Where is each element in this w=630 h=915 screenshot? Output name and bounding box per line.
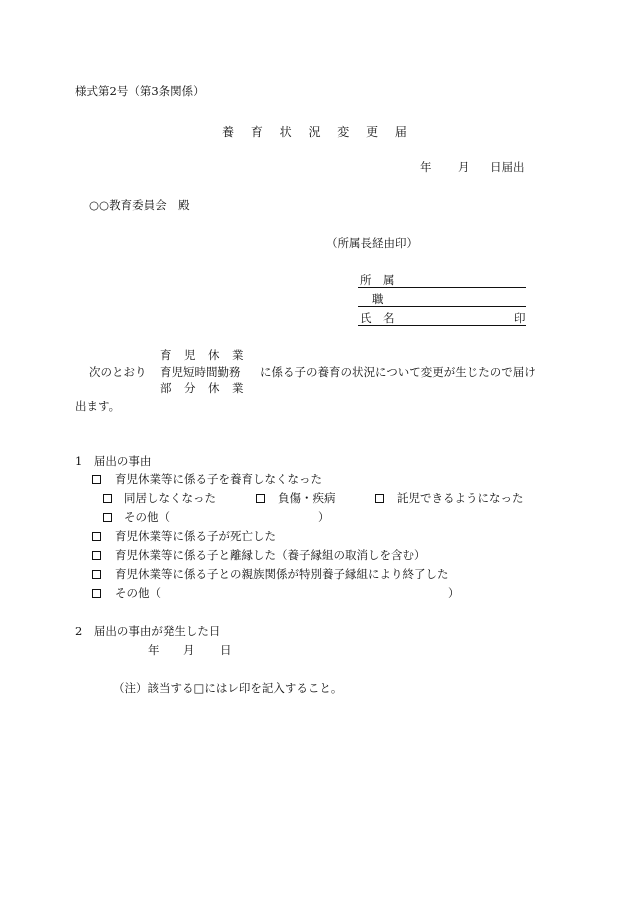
checkbox-childcare-possible[interactable] — [375, 494, 384, 503]
leave-type-short-hours: 育児短時間勤務 — [160, 365, 241, 379]
name-label: 氏 名 — [360, 311, 395, 325]
date-month-label: 月 — [458, 160, 470, 174]
sub-other: その他（ — [124, 510, 170, 524]
form-number: 様式第2号（第3条関係） — [75, 84, 205, 98]
document-title: 養 育 状 況 変 更 届 — [222, 125, 408, 139]
checkbox-not-raising[interactable] — [92, 475, 101, 484]
sub-injury: 負傷・疾病 — [278, 491, 336, 505]
event-day-label: 日 — [220, 643, 232, 657]
section1-heading: 1 届出の事由 — [75, 454, 152, 468]
checkbox-died[interactable] — [92, 532, 101, 541]
leave-type-partial: 部 分 休 業 — [160, 381, 244, 395]
sub-not-cohabiting: 同居しなくなった — [124, 491, 216, 505]
item-not-raising: 育児休業等に係る子を養育しなくなった — [115, 472, 322, 486]
leave-type-childcare: 育 児 休 業 — [160, 348, 244, 362]
item-other-close: ） — [448, 586, 460, 600]
checkbox-adoption-ended[interactable] — [92, 570, 101, 579]
affiliation-label: 所 属 — [360, 273, 395, 287]
item-adoption-ended: 育児休業等に係る子との親族関係が特別養子縁組により終了した — [115, 567, 449, 581]
date-day-label: 日届出 — [490, 160, 525, 174]
intro-prefix: 次のとおり — [89, 365, 147, 379]
checkbox-not-cohabiting[interactable] — [103, 494, 112, 503]
affiliation-line[interactable] — [358, 287, 526, 288]
intro-suffix: に係る子の養育の状況について変更が生じたので届け — [260, 365, 536, 379]
section2-heading: 2 届出の事由が発生した日 — [75, 624, 221, 638]
event-year-label: 年 — [148, 643, 160, 657]
event-month-label: 月 — [183, 643, 195, 657]
item-other: その他（ — [115, 586, 161, 600]
sub-childcare-possible: 託児できるようになった — [397, 491, 524, 505]
note: （注）該当する□にはレ印を記入すること。 — [113, 681, 343, 695]
name-line[interactable] — [358, 325, 526, 326]
sub-other-close: ） — [318, 510, 330, 524]
recipient: ○○教育委員会 殿 — [89, 198, 190, 212]
item-separated: 育児休業等に係る子と離縁した（養子縁組の取消しを含む） — [115, 548, 426, 562]
checkbox-injury[interactable] — [256, 494, 265, 503]
routing-note: （所属長経由印） — [326, 236, 418, 250]
seal-mark: 印 — [514, 311, 526, 325]
intro-continuation: 出ます。 — [75, 399, 121, 413]
position-line[interactable] — [358, 306, 526, 307]
checkbox-sub-other[interactable] — [103, 513, 112, 522]
item-died: 育児休業等に係る子が死亡した — [115, 529, 276, 543]
checkbox-other[interactable] — [92, 589, 101, 598]
date-year-label: 年 — [420, 160, 432, 174]
position-label: 職 — [372, 292, 384, 306]
checkbox-separated[interactable] — [92, 551, 101, 560]
